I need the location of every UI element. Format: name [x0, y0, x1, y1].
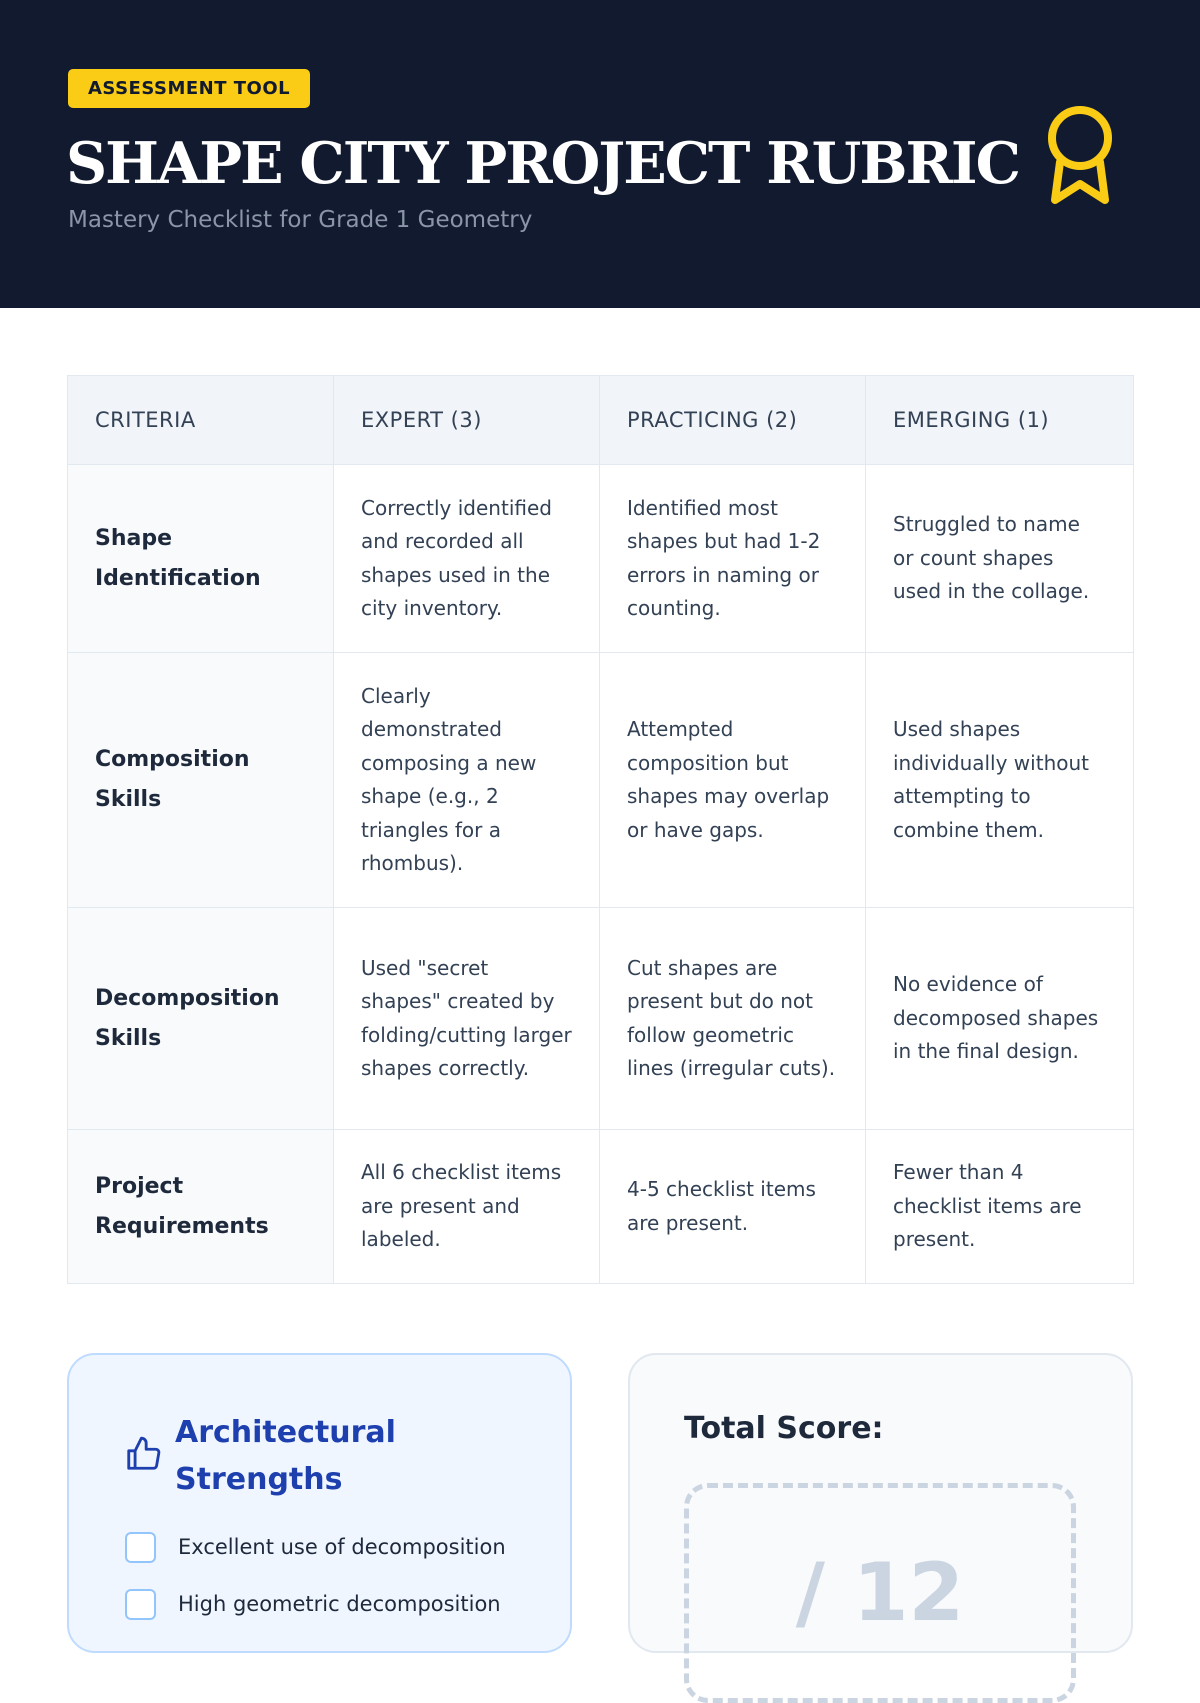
strengths-card [67, 1353, 572, 1653]
thumbs-up-icon [124, 1435, 162, 1473]
table-row [68, 465, 1134, 653]
column-header-practicing: PRACTICING (2) [600, 376, 866, 465]
page-subtitle: Mastery Checklist for Grade 1 Geometry [68, 207, 533, 233]
strength-label: High geometric decomposition [178, 1592, 501, 1616]
expert-cell: Correctly identified and recorded all shapes used in the city inventory. [334, 465, 600, 653]
practicing-cell: Identified most shapes but had 1-2 errors in naming or counting. [600, 465, 866, 653]
criteria-cell: Shape Identification [68, 465, 334, 653]
column-header-emerging: EMERGING (1) [866, 376, 1134, 465]
score-card [628, 1353, 1133, 1653]
page-title: SHAPE CITY PROJECT RUBRIC [66, 130, 1019, 197]
criteria-cell: Decomposition Skills [68, 908, 334, 1130]
assessment-tool-badge: ASSESSMENT TOOL [68, 69, 310, 108]
expert-cell: Used "secret shapes" created by folding/cutting larger shapes correctly. [334, 908, 600, 1130]
criteria-cell: Project Requirements [68, 1130, 334, 1284]
strength-item[interactable] [125, 1587, 501, 1621]
column-header-expert: EXPERT (3) [334, 376, 600, 465]
score-value: / 12 [795, 1546, 965, 1639]
strength-label: Excellent use of decomposition [178, 1535, 506, 1559]
table-header-row [68, 376, 1134, 465]
table-row [68, 653, 1134, 908]
criteria-cell: Composition Skills [68, 653, 334, 908]
expert-cell: All 6 checklist items are present and labeled. [334, 1130, 600, 1284]
score-box[interactable] [684, 1483, 1076, 1703]
emerging-cell: No evidence of decomposed shapes in the final design. [866, 908, 1134, 1130]
table-row [68, 908, 1134, 1130]
emerging-cell: Struggled to name or count shapes used in the collage. [866, 465, 1134, 653]
expert-cell: Clearly demonstrated composing a new shape (e.g., 2 triangles for a rhombus). [334, 653, 600, 908]
strength-checkbox[interactable] [125, 1589, 156, 1620]
rubric-table [67, 375, 1134, 1284]
emerging-cell: Used shapes individually without attempting to combine them. [866, 653, 1134, 908]
strengths-title: Architectural Strengths [175, 1415, 396, 1497]
page-header [0, 0, 1200, 308]
practicing-cell: Cut shapes are present but do not follow geometric lines (irregular cuts). [600, 908, 866, 1130]
practicing-cell: Attempted composition but shapes may overlap or have gaps. [600, 653, 866, 908]
emerging-cell: Fewer than 4 checklist items are present. [866, 1130, 1134, 1284]
table-row [68, 1130, 1134, 1284]
column-header-criteria: CRITERIA [68, 376, 334, 465]
strength-checkbox[interactable] [125, 1532, 156, 1563]
score-title: Total Score: [684, 1411, 884, 1446]
practicing-cell: 4-5 checklist items are present. [600, 1130, 866, 1284]
strength-item[interactable] [125, 1530, 506, 1564]
award-ribbon-icon [1044, 104, 1116, 208]
